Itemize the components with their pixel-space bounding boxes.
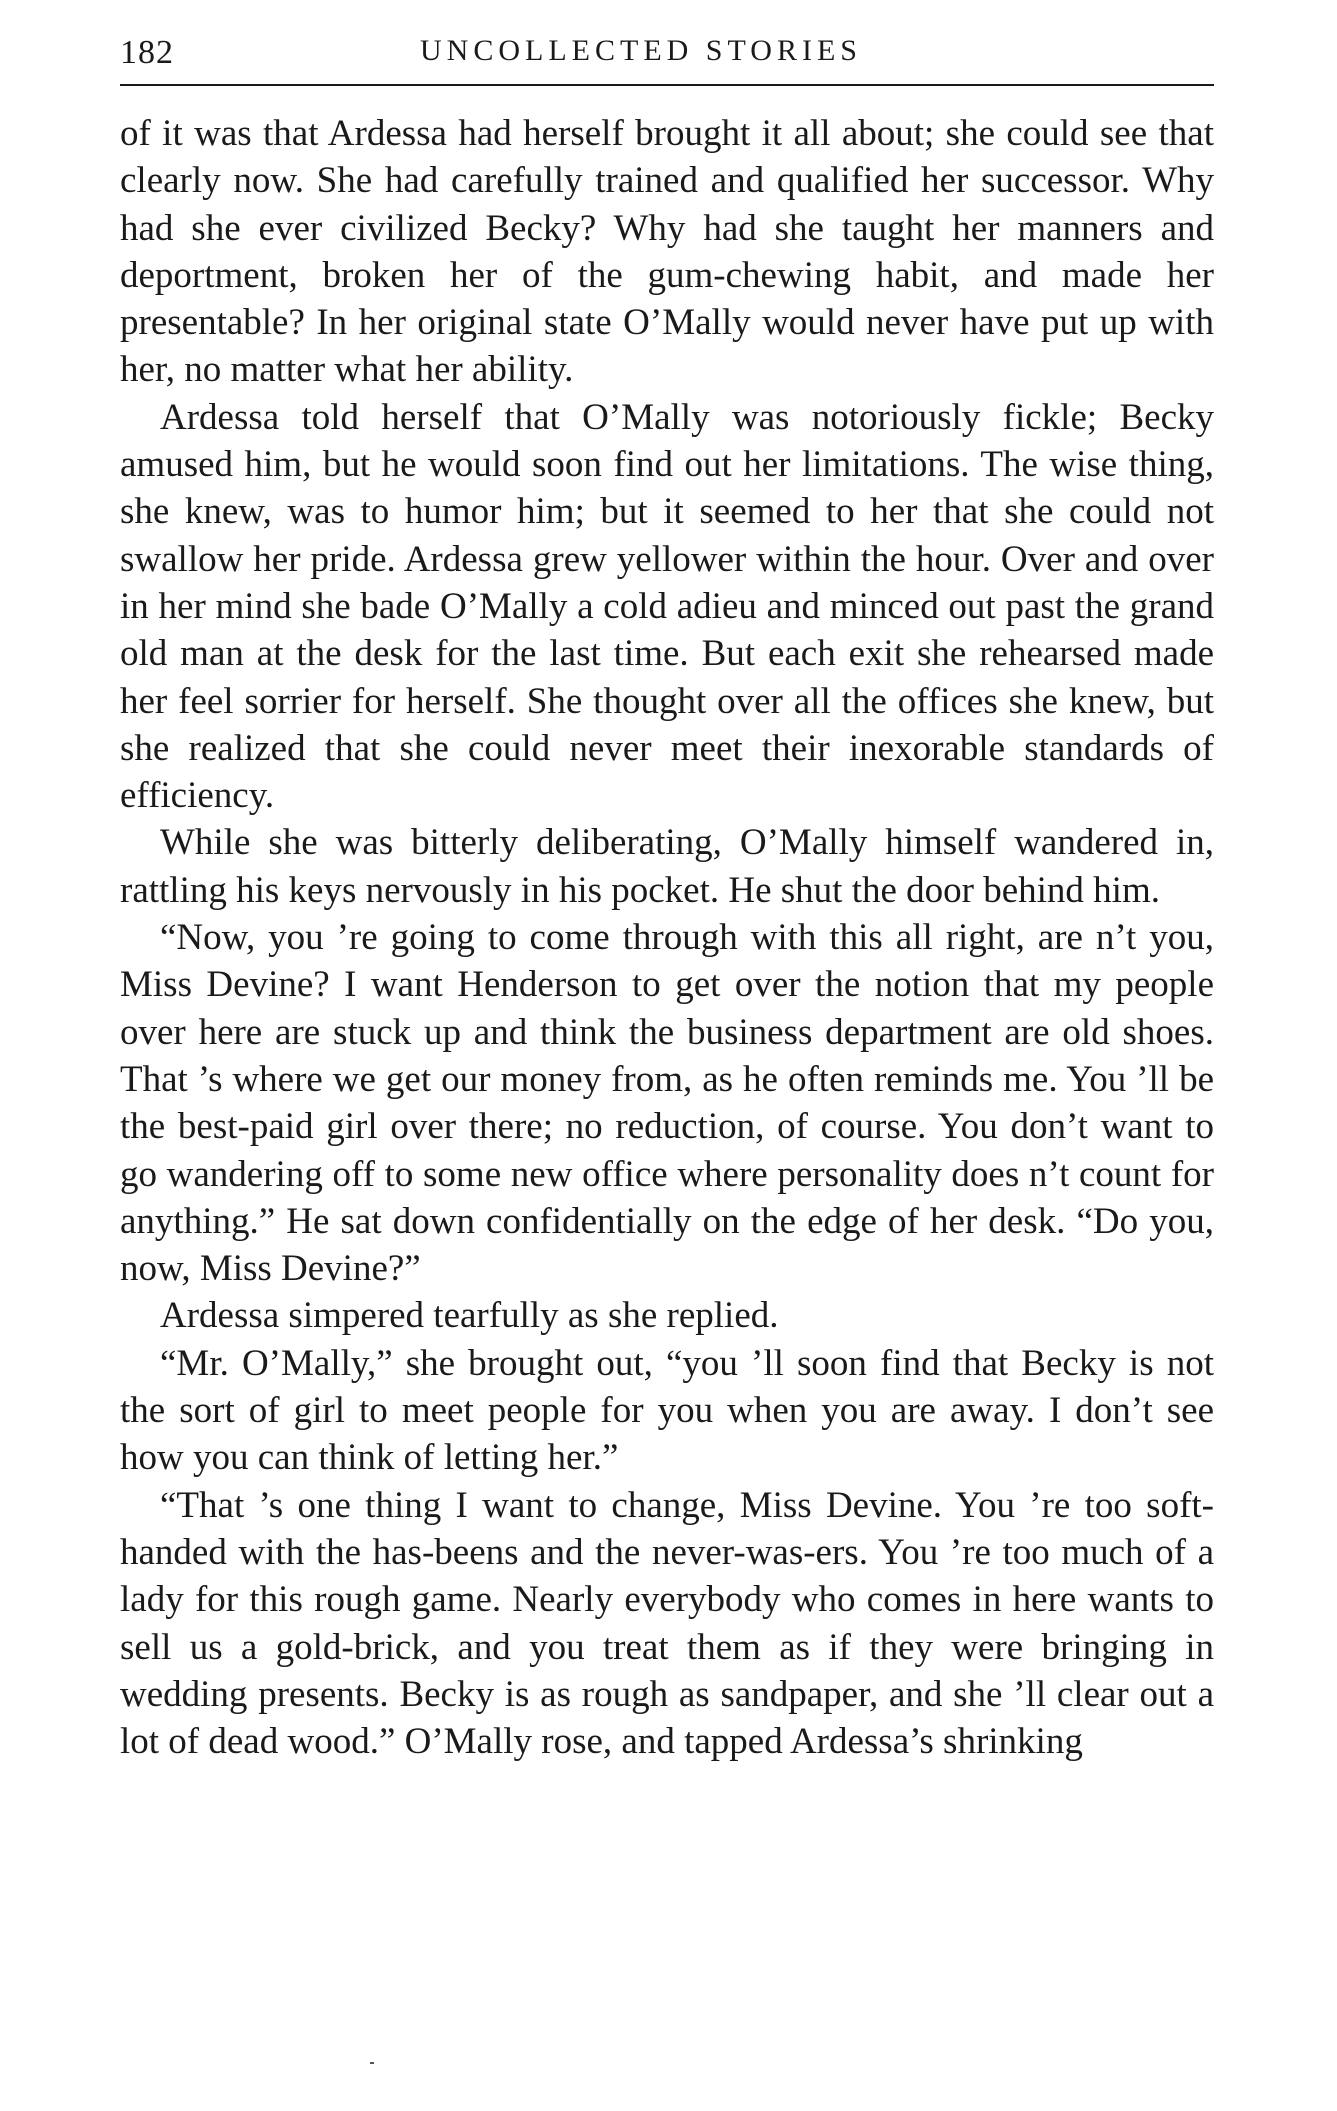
header-rule [120, 84, 1214, 86]
paragraph: While she was bitterly deliberating, O’Mally himself wandered in, rattling his keys nervously in his pocket. He shut the door behind him. [120, 822, 1214, 911]
paragraph: Ardessa simpered tearfully as she replied. [160, 1295, 779, 1337]
paragraph: “Mr. O’Mally,” she brought out, “you ’ll soon find that Becky is not the sort of girl to meet people for you when you are away. I don’t see how you can think of letting her.” [120, 1342, 1214, 1479]
stray-mark [370, 2062, 374, 2064]
paragraph: Ardessa told herself that O’Mally was notoriously fickle; Becky amused him, but he would soon find out her limitations. The wise thing, she knew, was to humor him; but it seemed to her that she could not swallow her pride. Ardessa grew yellower within the hour. Over and over in her mind she bade O’Mally a cold adieu and minced out past the grand old man at the desk for the last time. But each exit she rehearsed made her feel sorrier for herself. She thought over all the offices she knew, but she realized that she could never meet their inexorable standards of efficiency. [120, 396, 1214, 817]
paragraph: “That ’s one thing I want to change, Miss Devine. You ’re too soft-handed with the has-beens and the never-was-ers. You ’re too much of a lady for this rough game. Nearly everybody who comes in here wants to sell us a gold-brick, and you treat them as if they were bringing in wedding presents. Becky is as rough as sandpaper, and she ’ll clear out a lot of dead wood.” O’Mally rose, and tapped Ardessa’s shrinking [120, 1484, 1214, 1763]
paragraph-continued: of it was that Ardessa had herself brought it all about; she could see that clearly now. She had carefully trained and qualified her successor. Why had she ever civilized Becky? Why had she taught her manners and deportment, broken her of the gum-chewing habit, and made her presentable? In her original state O’Mally would never have put up with her, no matter what her ability. [120, 113, 1214, 391]
running-title: UNCOLLECTED STORIES [420, 34, 862, 67]
page-header [120, 30, 1214, 82]
page-number: 182 [120, 34, 174, 71]
body-text [120, 110, 1214, 1765]
paragraph: “Now, you ’re going to come through with this all right, are n’t you, Miss Devine? I want Henderson to get over the notion that my people over here are stuck up and think the business department are old shoes. That ’s where we get our money from, as he often reminds me. You ’ll be the best-paid girl over there; no reduction, of course. You don’t want to go wandering off to some new office where personality does n’t count for anything.” He sat down confidentially on the edge of her desk. “Do you, now, Miss Devine?” [120, 917, 1214, 1290]
